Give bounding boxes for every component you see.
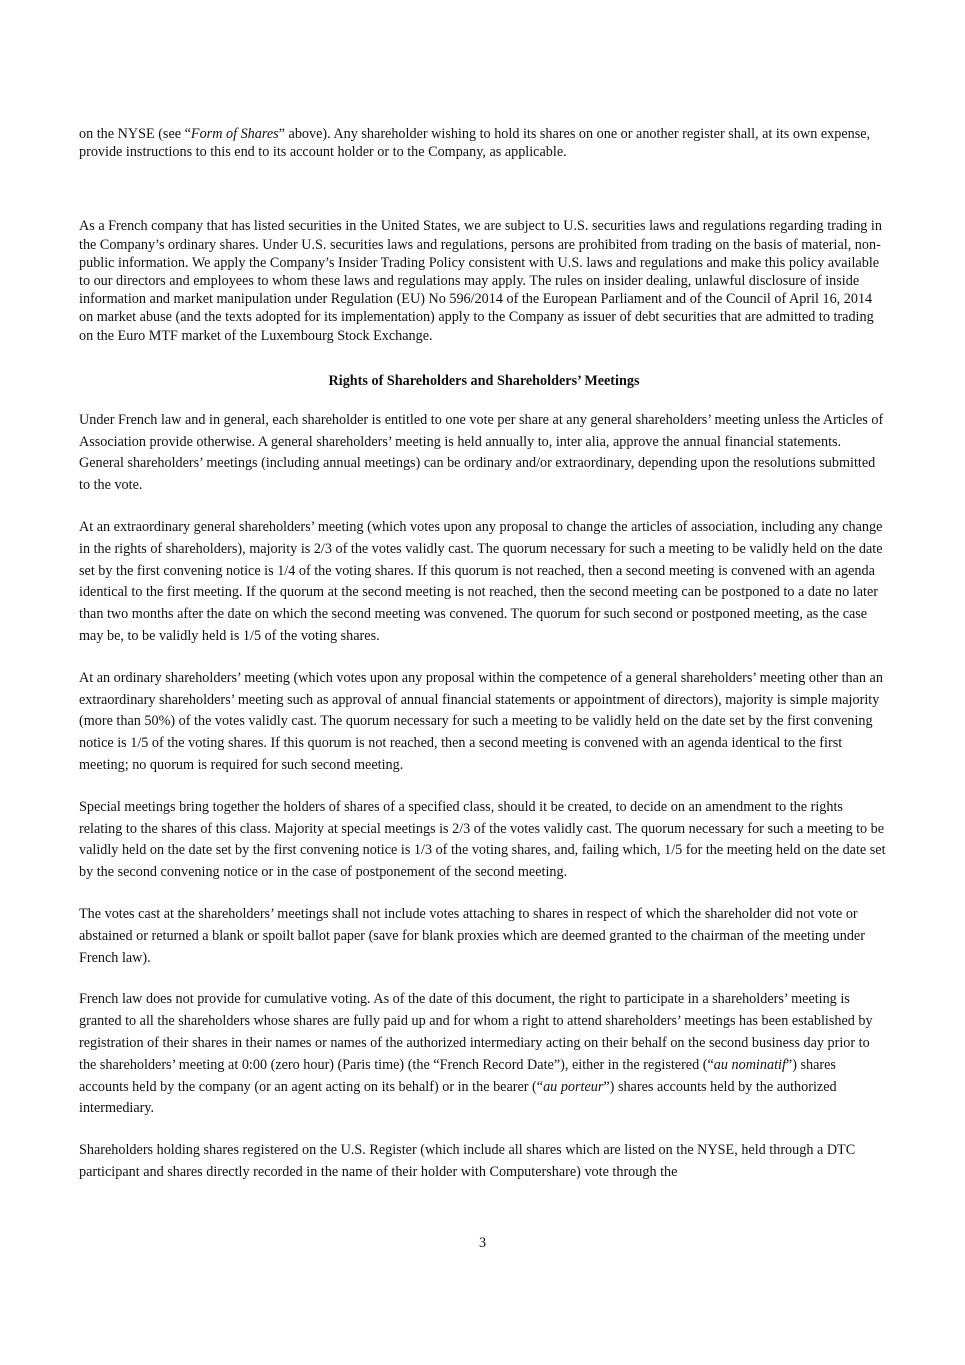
paragraph-extraordinary-meeting: At an extraordinary general shareholders’ meeting (which votes upon any proposal to change the articles of association, including any change in the rights of shareholders), majority is 2/3 of the votes validly cast. The quorum necessary for such a meeting to be validly held on the date set by the first convening notice is 1/4 of the voting shares. If this quorum is not reached, then a second meeting is convened with an agenda identical to the first meeting. If the quorum at the second meeting is not reached, then the second meeting can be postponed to a date no later than two months after the date on which the second meeting was convened. The quorum for such second or postponed meeting, as the case may be, to be validly held is 1/5 of the voting shares. bbox=[79, 519, 883, 644]
text-segment: ” above). Any shareholder wishing to hold its shares on one or another register shall, at its own expense, provide instructions to this end to its account holder or to the Company, as applicable. bbox=[79, 126, 871, 161]
paragraph-form-of-shares bbox=[79, 125, 889, 161]
paragraph-us-register: Shareholders holding shares registered on the U.S. Register (which include all shares which are listed on the NYSE, held through a DTC participant and shares directly recorded in the name of their holder with Computershare) vote through the bbox=[79, 1142, 856, 1180]
section-heading: Rights of Shareholders and Shareholders’ Meetings bbox=[328, 372, 640, 389]
page-number: 3 bbox=[478, 1235, 487, 1251]
italic-text: Form of Shares bbox=[190, 126, 279, 142]
italic-text: au porteur bbox=[543, 1078, 604, 1095]
paragraph-ordinary-meeting: At an ordinary shareholders’ meeting (which votes upon any proposal within the competence of a general shareholders’ meeting other than an extraordinary shareholders’ meeting such as approval of annual financial statements or appointment of directors), majority is simple majority (more than 50%) of the votes validly cast. The quorum necessary for such a meeting to be validly held on the date set by the first convening notice is 1/5 of the voting shares. If this quorum is not reached, then a second meeting is convened with an agenda identical to the first meeting; no quorum is required for such second meeting. bbox=[79, 669, 883, 773]
italic-text: au nominatif bbox=[713, 1056, 786, 1073]
paragraph-insider-trading: As a French company that has listed securities in the United States, we are subject to U.S. securities laws and regulations regarding trading in the Company’s ordinary shares. Under U.S. securities laws and regulations, persons are prohibited from trading on the basis of material, non-public information. We apply the Company’s Insider Trading Policy consistent with U.S. laws and regulations and make this policy available to our directors and employees to whom these laws and regulations may apply. The rules on insider dealing, unlawful disclosure of inside information and market manipulation under Regulation (EU) No 596/2014 of the European Parliament and of the Council of April 16, 2014 on market abuse (and the texts adopted for its implementation) apply to the Company as issuer of debt securities that are admitted to trading on the Euro MTF market of the Luxembourg Stock Exchange. bbox=[79, 218, 882, 344]
text-segment: ”) shares accounts held by the authorized intermediary. bbox=[79, 1078, 837, 1117]
paragraph-votes-cast: The votes cast at the shareholders’ meetings shall not include votes attaching to shares in respect of which the shareholder did not vote or abstained or returned a blank or spoilt ballot paper (save for blank proxies which are deemed granted to the chairman of the meeting under French law). bbox=[79, 905, 865, 966]
paragraph-cumulative-voting bbox=[79, 989, 889, 1120]
document-page bbox=[79, 125, 889, 1184]
text-segment: ”) shares accounts held by the company (or an agent acting on its behalf) or in the bearer (“ bbox=[79, 1056, 836, 1095]
paragraph-voting-general: Under French law and in general, each shareholder is entitled to one vote per share at any general shareholders’ meeting unless the Articles of Association provide otherwise. A general shareholders’ meeting is held annually to, inter alia, approve the annual financial statements. General shareholders’ meetings (including annual meetings) can be ordinary and/or extraordinary, depending upon the resolutions submitted to the vote. bbox=[79, 411, 884, 494]
text-segment: French law does not provide for cumulative voting. As of the date of this document, the right to participate in a shareholders’ meeting is granted to all the shareholders whose shares are fully paid up and for whom a right to attend shareholders’ meetings has been established by registration of their shares in their names or names of the authorized intermediary acting on their behalf on the second business day prior to the shareholders’ meeting at 0:00 (zero hour) (Paris time) (the “French Record Date”), either in the registered (“ bbox=[79, 991, 873, 1073]
text-segment: on the NYSE (see “ bbox=[79, 126, 191, 142]
paragraph-special-meetings: Special meetings bring together the holders of shares of a specified class, should it be created, to decide on an amendment to the rights relating to the shares of this class. Majority at special meetings is 2/3 of the votes validly cast. The quorum necessary for such a meeting to be validly held on the date set by the first convening notice is 1/3 of the voting shares, and, failing which, 1/5 for the meeting held on the date set by the second convening notice or in the case of postponement of the second meeting. bbox=[79, 798, 886, 881]
